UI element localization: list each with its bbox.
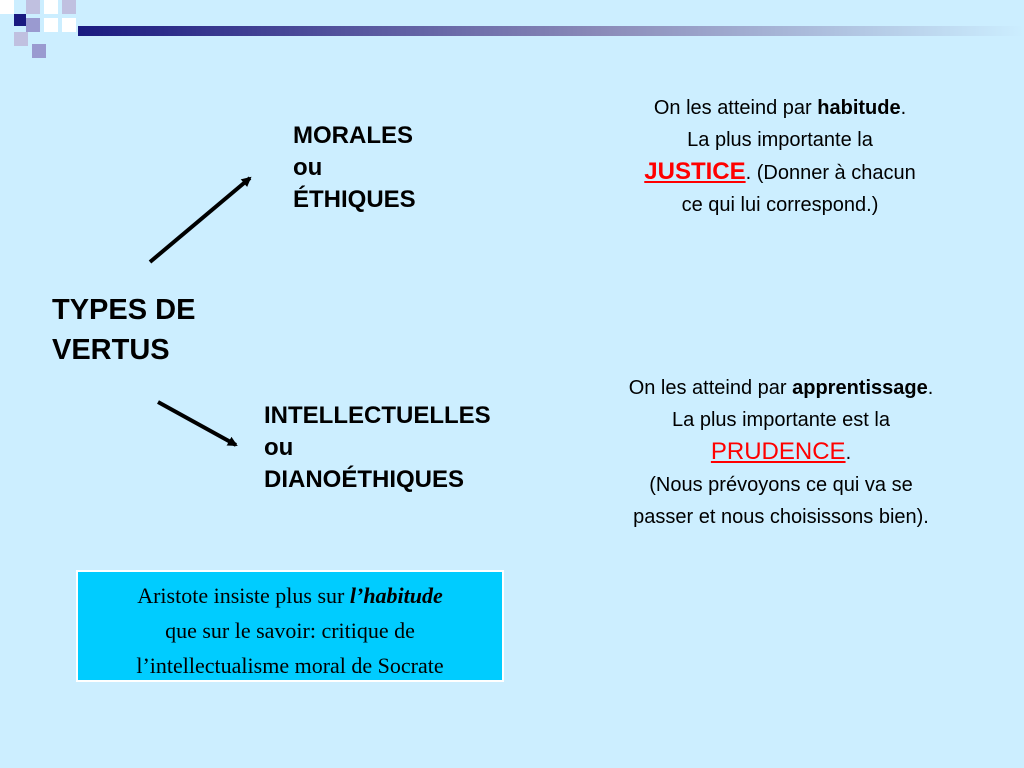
note-intellectual-line-3-rest: . [845,442,852,464]
branch-moral-line-1: MORALES [293,122,413,149]
arrow-to-moral [150,178,250,262]
quote-line-2: que sur le savoir: critique de [165,618,415,643]
aristotle-quote-box [76,570,504,682]
title-line-1: TYPES DE [52,294,196,326]
note-moral-line-4: ce qui lui correspond.) [681,194,879,216]
diagram-title [52,290,195,370]
branch-intellectual-line-3: DIANOÉTHIQUES [264,466,465,493]
note-intellectual-virtue: PRUDENCE [710,438,846,465]
slide-decoration [0,0,1024,62]
arrow-to-intellectual [158,402,236,445]
note-intellectual-line-2: La plus importante est la [672,409,890,431]
quote-line-1: Aristote insiste plus sur [137,583,350,608]
note-moral-virtue: JUSTICE [644,158,746,185]
note-moral-line-2: La plus importante la [687,129,873,151]
note-intellectual-line-5: passer et nous choisissons bien). [633,506,929,528]
note-moral [580,92,980,221]
note-intellectual-punct: . [927,377,934,399]
note-intellectual [576,372,986,533]
note-moral-text: On les atteind par [653,97,818,119]
branch-intellectual-line-2: ou [264,434,294,461]
note-intellectual-text: On les atteind par [628,377,793,399]
quote-keyword: l’habitude [349,583,443,608]
quote-line-3: l’intellectualisme moral de Socrate [136,653,444,678]
note-moral-keyword: habitude [817,97,901,119]
note-moral-line-3-rest: . (Donner à chacun [745,162,916,184]
branch-moral-line-2: ou [293,154,323,181]
branch-moral [293,120,416,216]
note-moral-punct: . [900,97,907,119]
branch-intellectual [264,400,491,496]
title-line-2: VERTUS [52,334,170,366]
note-intellectual-line-4: (Nous prévoyons ce qui va se [649,474,913,496]
branch-intellectual-line-1: INTELLECTUELLES [264,402,491,429]
branch-moral-line-3: ÉTHIQUES [293,186,416,213]
note-intellectual-keyword: apprentissage [792,377,928,399]
